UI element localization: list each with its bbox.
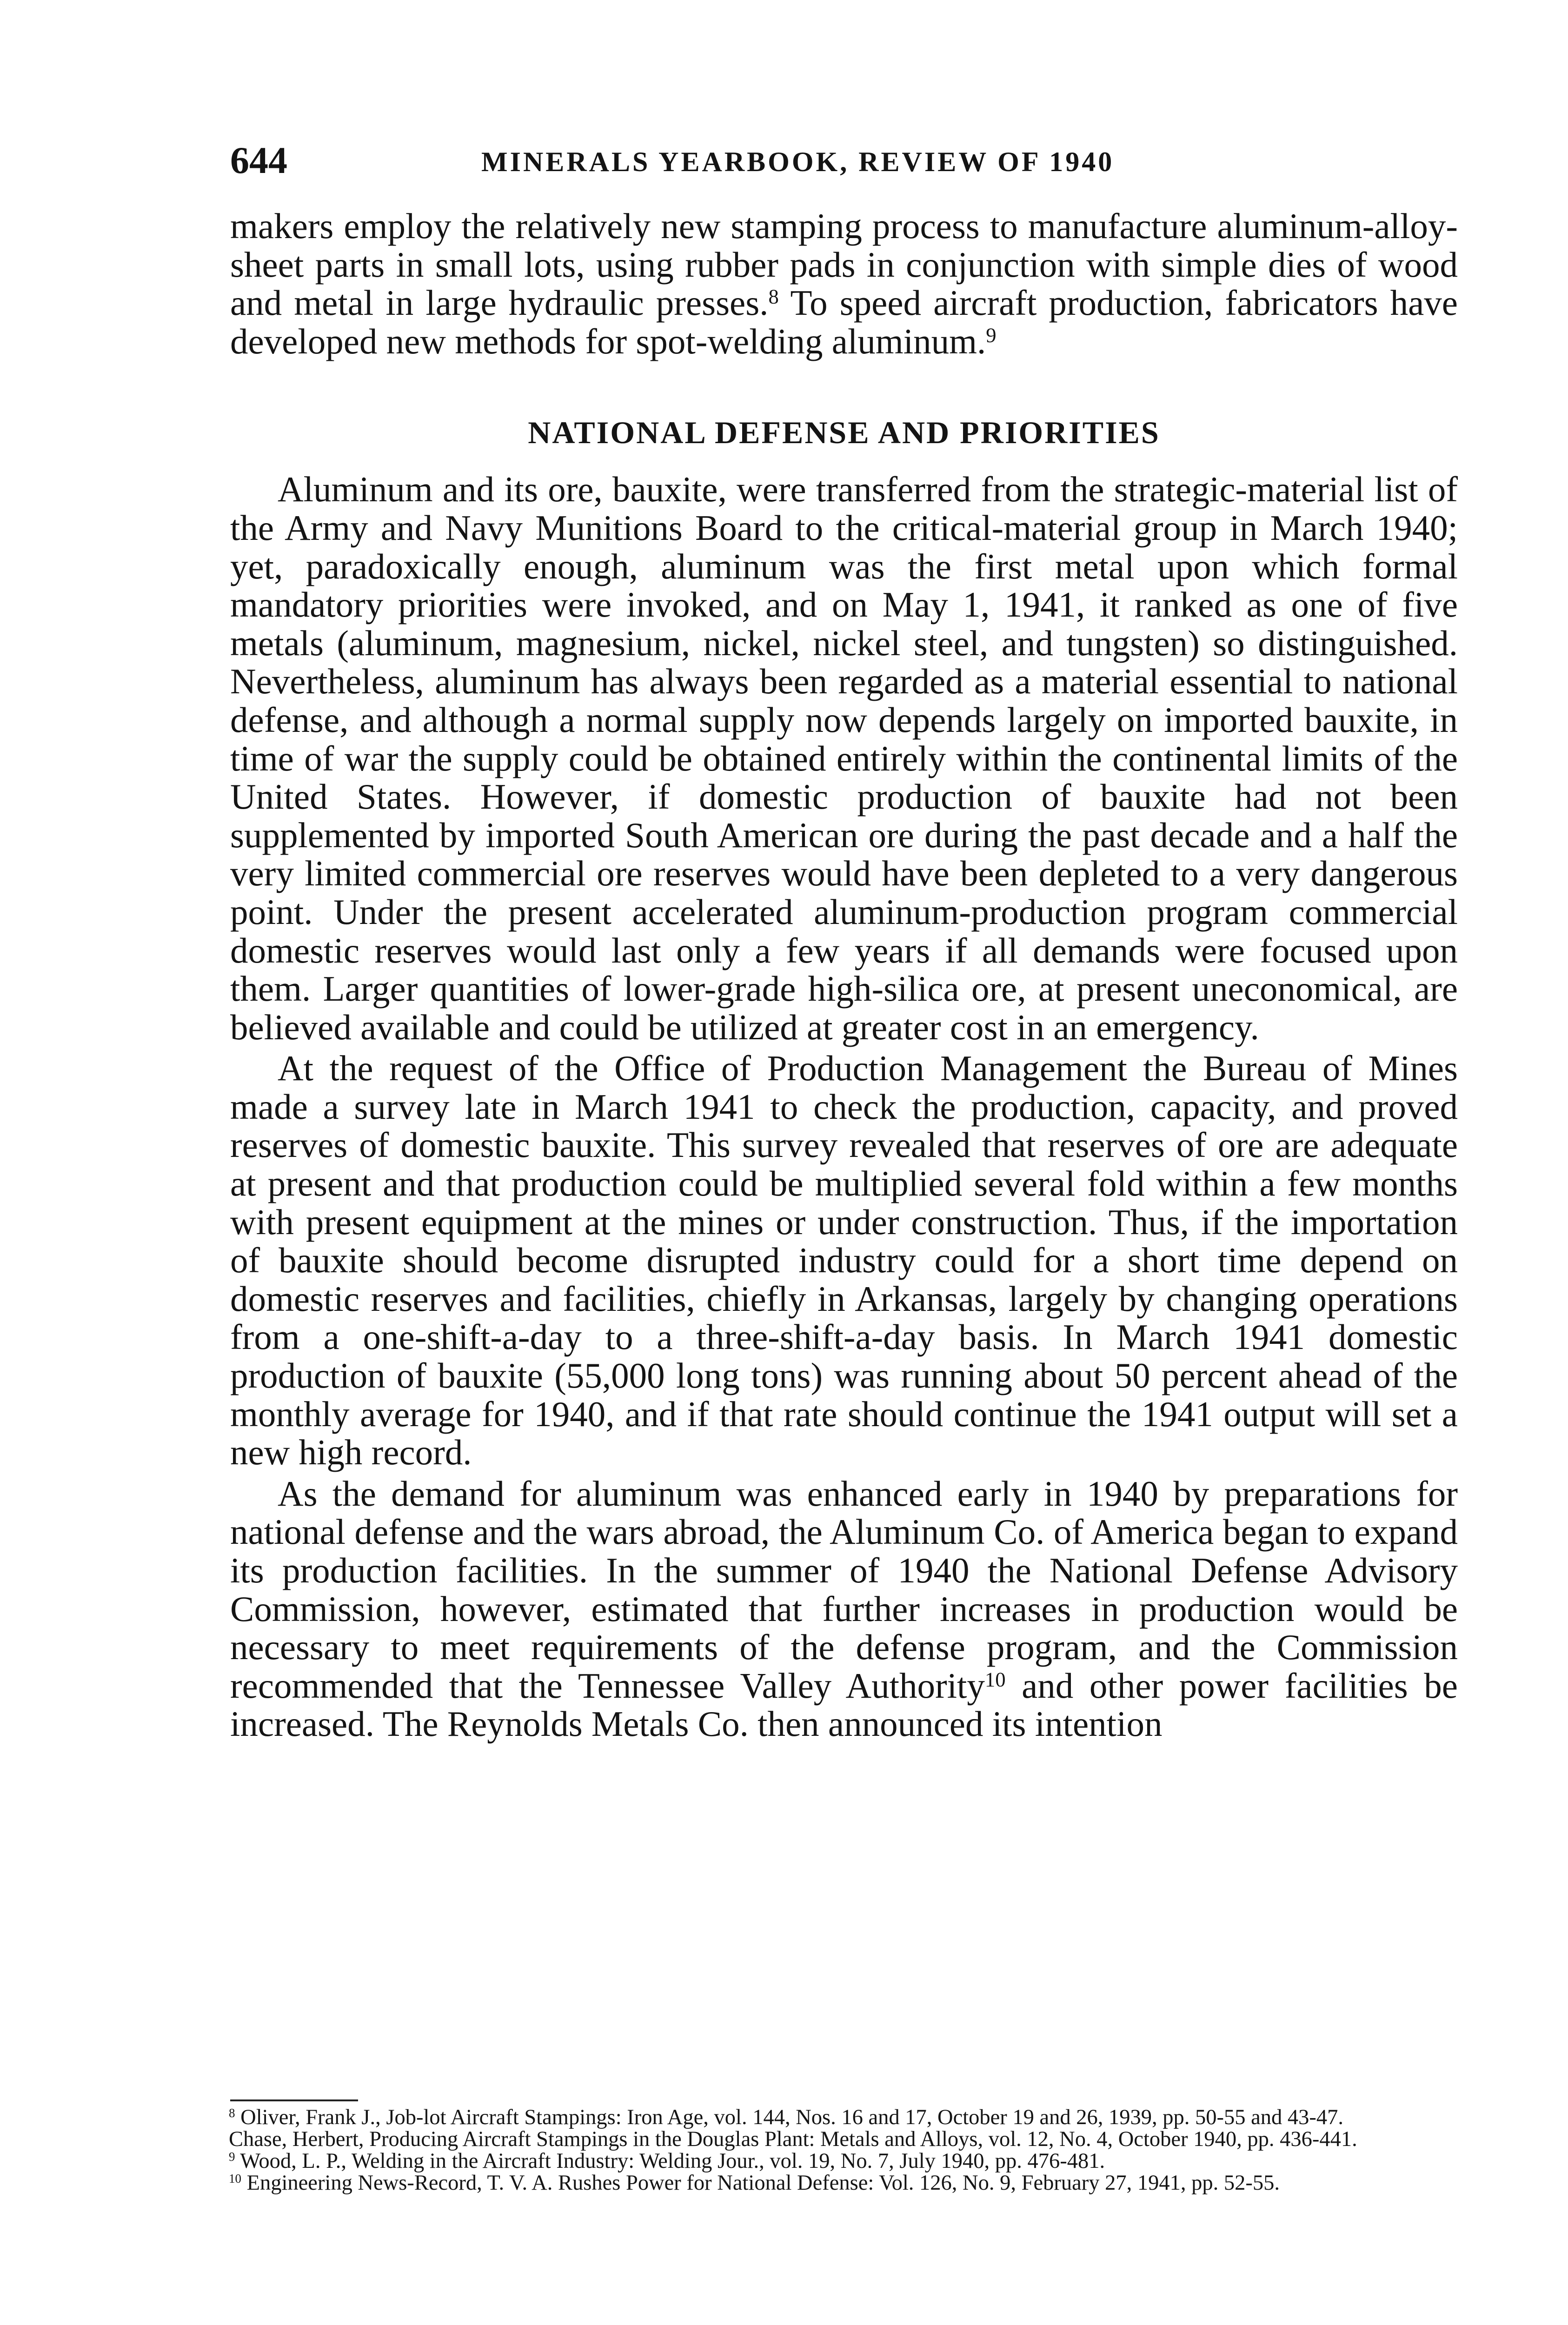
- footnote-text: Engineering News-Record, T. V. A. Rushes Power for National Defense: Vol. 126, No. 9, February 27, 1941, pp. 52-55.: [241, 2171, 1280, 2195]
- footnote-mark: 8: [229, 2106, 235, 2120]
- footnote-text: Oliver, Frank J., Job-lot Aircraft Stampings: Iron Age, vol. 144, Nos. 16 and 17, October 19 and 26, 1939, pp. 50-55 and 43-47.: [235, 2106, 1344, 2129]
- footnotes: [219, 2106, 1458, 2194]
- paragraph-demand: [230, 1475, 1458, 1743]
- footnote-rule: [230, 2099, 358, 2101]
- footnote-ref-8: 8: [768, 285, 779, 308]
- intro-text-a: makers employ the relatively new stamping process to manufacture aluminum-alloy-sheet parts in small lots, using rubber pads in conjunction with simple dies of wood and metal in large hydraulic presses.: [230, 206, 1458, 323]
- intro-paragraph: [230, 207, 1458, 360]
- paragraph-survey: At the request of the Office of Production Management the Bureau of Mines made a survey late in March 1941 to check the production, capacity, and proved reserves of domestic bauxite. This survey revealed that reserves of ore are adequate at present and that production could be multiplied several fold within a few months with present equipment at the mines or under construction. Thus, if the importation of bauxite should become disrupted industry could for a short time depend on domestic reserves and facilities, chiefly in Arkansas, largely by changing operations from a one-shift-a-day to a three-shift-a-day basis. In March 1941 domestic production of bauxite (55,000 long tons) was running about 50 percent ahead of the monthly average for 1940, and if that rate should continue the 1941 output will set a new high record.: [230, 1048, 1458, 1473]
- section-heading: NATIONAL DEFENSE AND PRIORITIES: [528, 415, 1160, 451]
- footnote-ref-10: 10: [984, 1667, 1006, 1691]
- footnote-9: [219, 2150, 1458, 2172]
- footnote-10: [219, 2172, 1458, 2194]
- footnote-text: Chase, Herbert, Producing Aircraft Stampings in the Douglas Plant: Metals and Alloys, vol. 12, No. 4, October 1940, pp. 436-441.: [229, 2127, 1357, 2151]
- footnote-8-continued: [219, 2128, 1458, 2150]
- footnote-8: [219, 2106, 1458, 2128]
- footnote-text: Wood, L. P., Welding in the Aircraft Industry: Welding Jour., vol. 19, No. 7, July 1940, pp. 476-481.: [235, 2149, 1105, 2173]
- footnote-ref-9: 9: [986, 323, 997, 347]
- demand-text-b: and other power facilities be increased. The Reynolds Metals Co. then announced its intention: [230, 1665, 1458, 1744]
- footnote-mark: 9: [229, 2150, 235, 2164]
- demand-text-a: As the demand for aluminum was enhanced early in 1940 by preparations for national defense and the wars abroad, the Aluminum Co. of America began to expand its production facilities. In the summer of 1940 the National Defense Advisory Commission, however, estimated that further increases in production would be necessary to meet requirements of the defense program, and the Commission recommended that the Tennessee Valley Authority: [230, 1473, 1458, 1706]
- intro-text-b: To speed aircraft production, fabricators have developed new methods for spot-welding aluminum.: [230, 283, 1458, 361]
- running-title: MINERALS YEARBOOK, REVIEW OF 1940: [481, 146, 1115, 177]
- footnote-mark: 10: [229, 2172, 241, 2186]
- body-text: [230, 207, 1458, 1743]
- paragraph-priorities: Aluminum and its ore, bauxite, were transferred from the strategic-material list of the Army and Navy Munitions Board to the critical-material group in March 1940; yet, paradoxically enough, aluminum was the first metal upon which formal mandatory priorities were invoked, and on May 1, 1941, it ranked as one of five metals (aluminum, magnesium, nickel, nickel steel, and tungsten) so distinguished. Nevertheless, aluminum has always been regarded as a material essential to national defense, and although a normal supply now depends largely on imported bauxite, in time of war the supply could be obtained entirely within the continental limits of the United States. However, if domestic production of bauxite had not been supplemented by imported South American ore during the past decade and a half the very limited commercial ore reserves would have been depleted to a very dangerous point. Under the present accelerated aluminum-production program commercial domestic reserves would last only a few years if all demands were focused upon them. Larger quantities of lower-grade high-silica ore, at present uneconomical, are believed available and could be utilized at greater cost in an emergency.: [230, 469, 1458, 1047]
- page-header: [230, 140, 1458, 181]
- page-number: 644: [230, 139, 287, 181]
